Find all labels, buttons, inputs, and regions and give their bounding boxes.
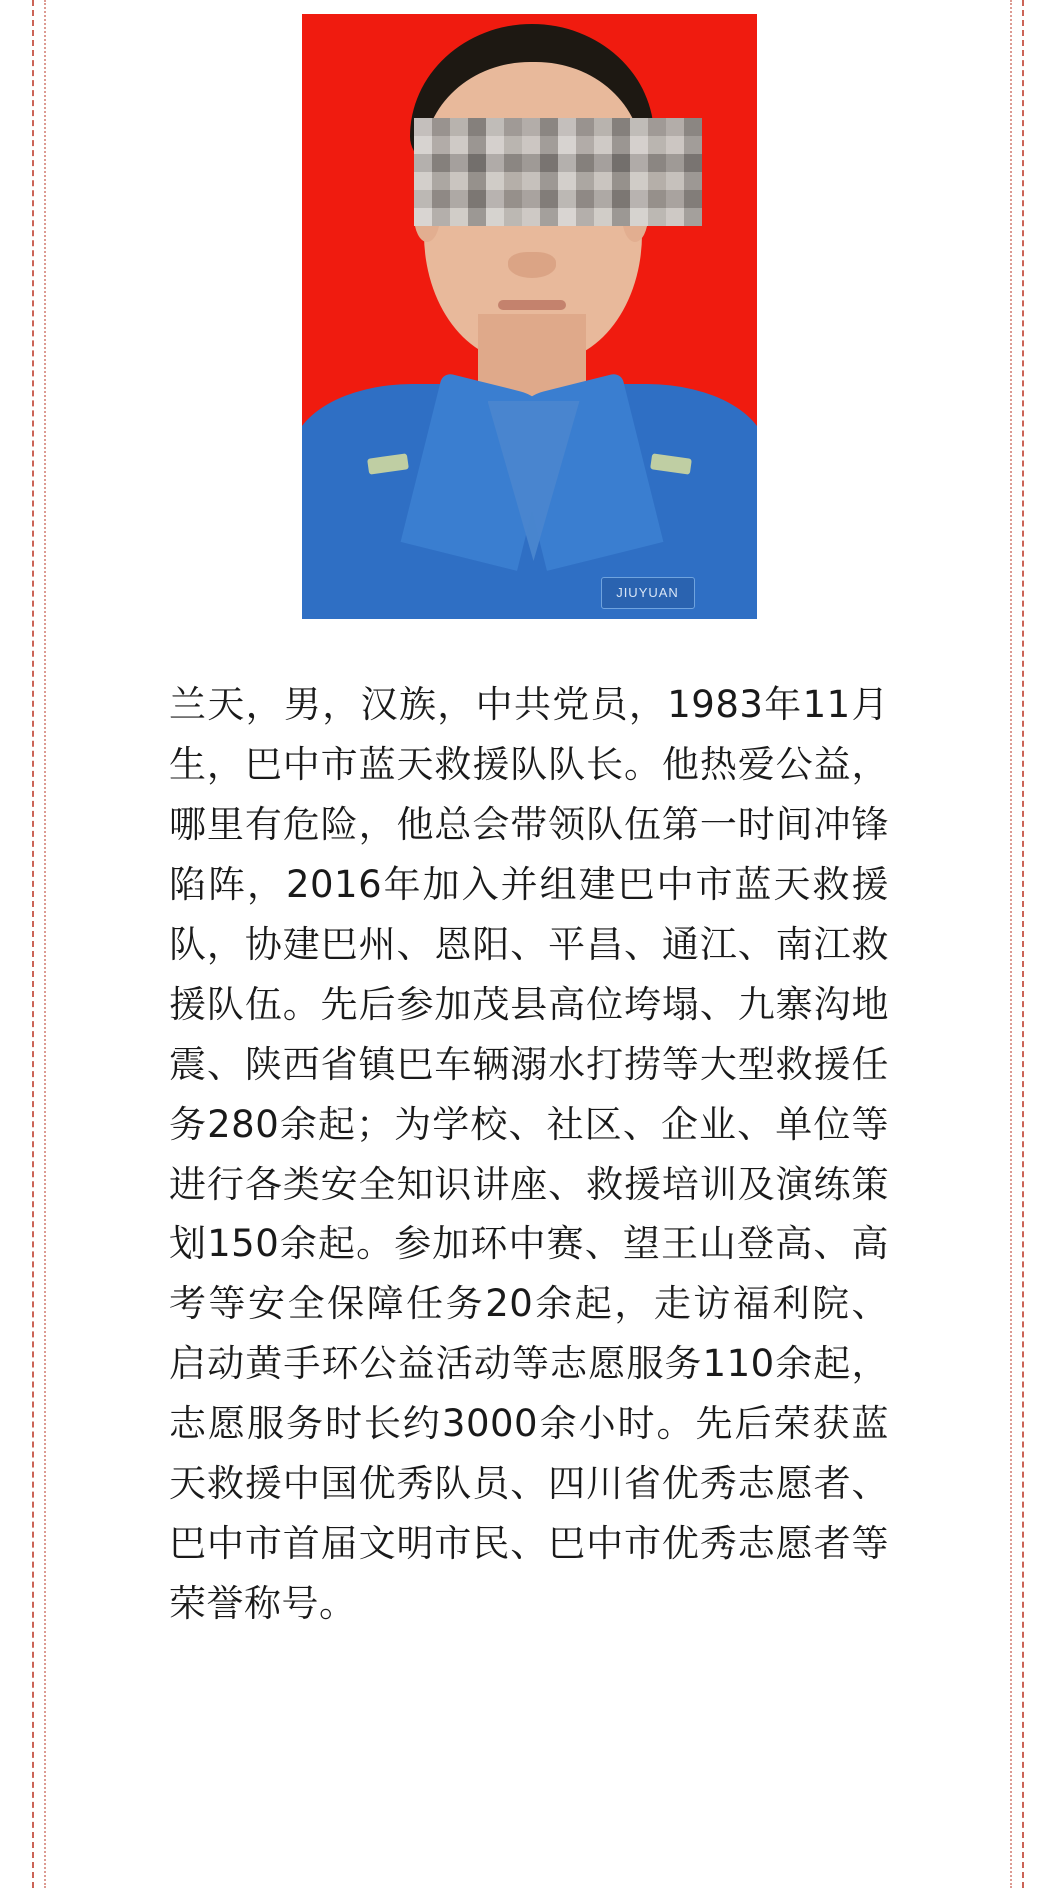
biography-paragraph: 兰天，男，汉族，中共党员，1983年11月生，巴中市蓝天救援队队长。他热爱公益，哪里有危险，他总会带领队伍第一时间冲锋陷阵，2016年加入并组建巴中市蓝天救援队，协建巴州、恩阳、平昌、通江、南江救援队伍。先后参加茂县高位垮塌、九寨沟地震、陕西省镇巴车辆溺水打捞等大型救援任务280余起；为学校、社区、企业、单位等进行各类安全知识讲座、救援培训及演练策划150余起。参加环中赛、望王山登高、高考等安全保障任务20余起，走访福利院、启动黄手环公益活动等志愿服务110余起，志愿服务时长约3000余小时。先后荣获蓝天救援中国优秀队员、四川省优秀志愿者、巴中市首届文明市民、巴中市优秀志愿者等荣誉称号。: [169, 683, 889, 1626]
id-portrait-photo: [302, 14, 757, 619]
left-inner-dotted-rule: [44, 0, 46, 1888]
chest-badge-label: JIUYUAN: [601, 577, 695, 609]
right-inner-dotted-rule: [1010, 0, 1012, 1888]
nose-shape: [508, 252, 556, 278]
mosaic-censor-icon: [414, 118, 702, 226]
left-outer-dashed-rule: [32, 0, 34, 1888]
portrait-container: [302, 10, 757, 619]
document-content: [114, 0, 944, 1694]
right-outer-dashed-rule: [1022, 0, 1024, 1888]
mouth-shape: [498, 300, 566, 310]
